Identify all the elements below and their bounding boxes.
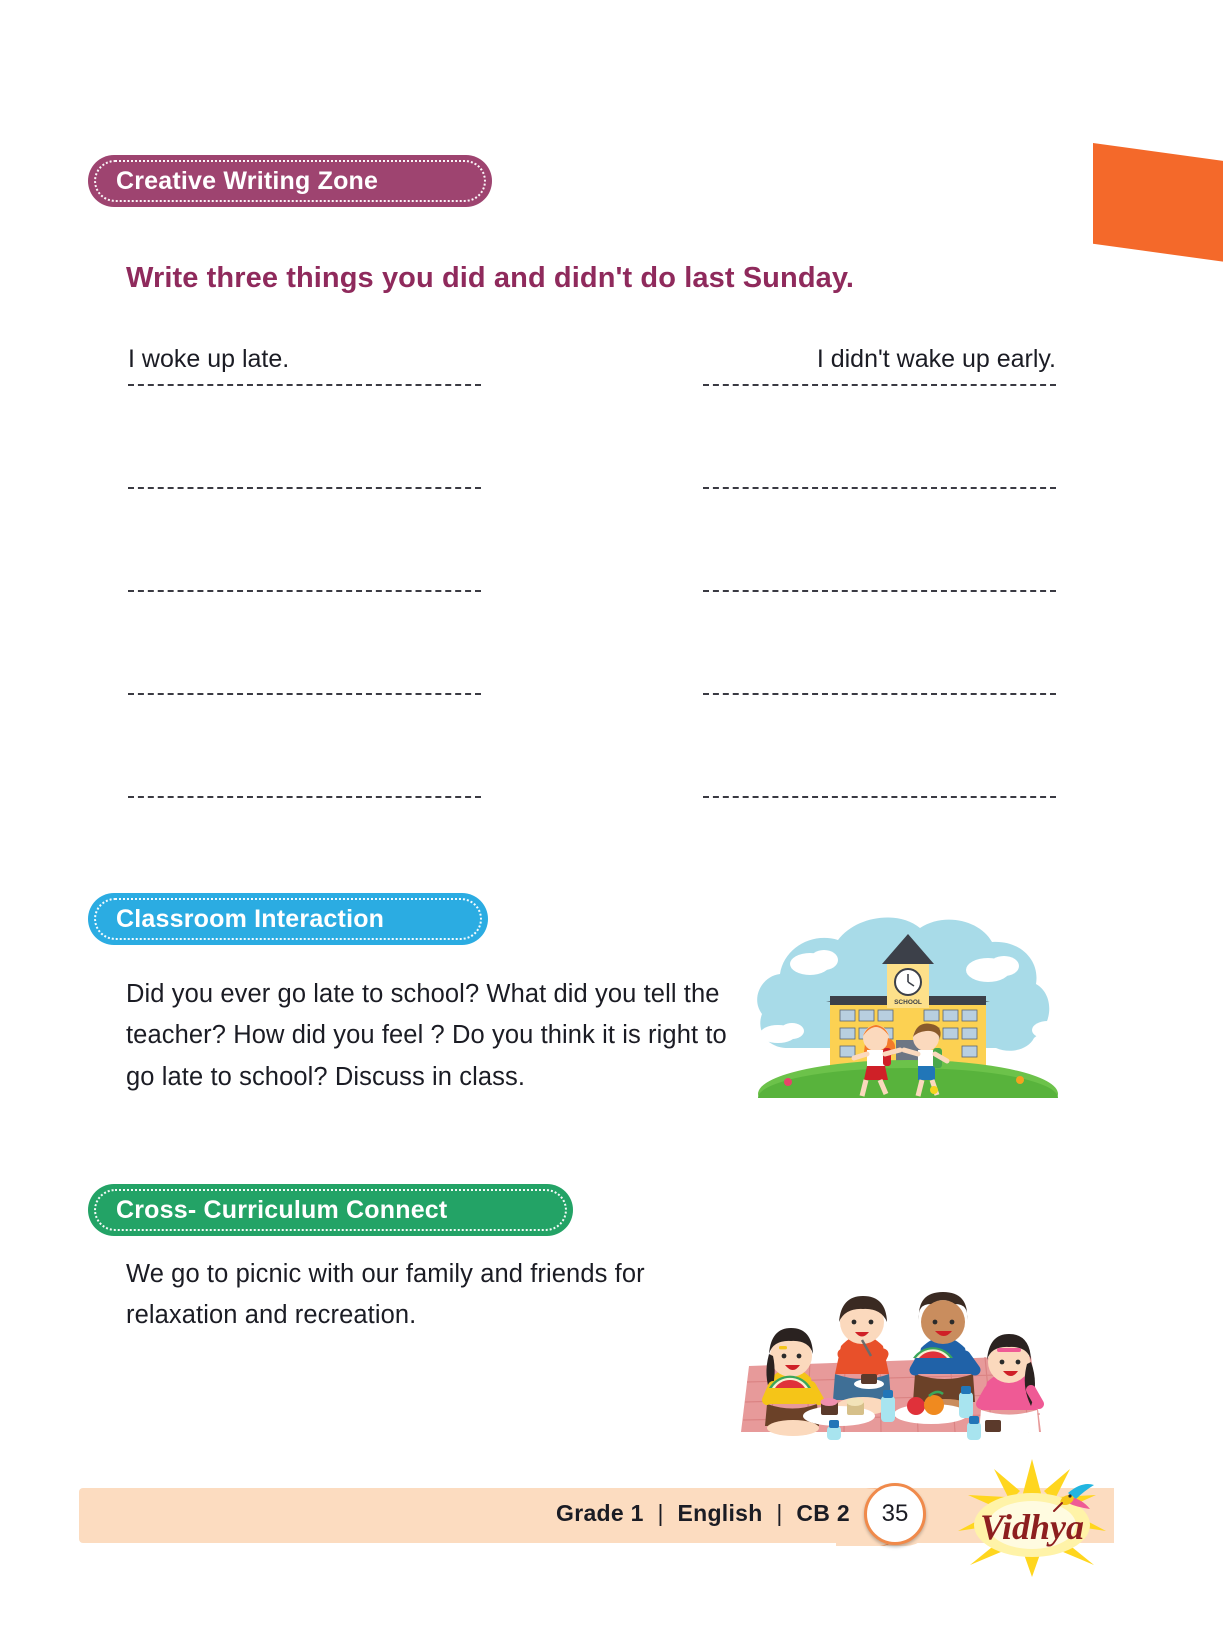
page-number: 35 — [864, 1483, 926, 1545]
cross-curriculum-body: We go to picnic with our family and friends for relaxation and recreation. — [126, 1260, 645, 1330]
section-badge-label: Classroom Interaction — [116, 904, 385, 933]
sample-answer-didnt: I didn't wake up early. — [816, 345, 1056, 373]
section-badge-label: Creative Writing Zone — [116, 166, 379, 195]
footer-book: CB 2 — [796, 1500, 850, 1526]
footer-separator: | — [776, 1500, 783, 1526]
writing-column-did — [128, 340, 481, 798]
writing-line[interactable] — [128, 693, 481, 695]
writing-line[interactable] — [128, 487, 481, 489]
writing-line[interactable] — [703, 384, 1056, 386]
section-badge-creative-writing — [88, 155, 492, 207]
footer-subject: English — [677, 1500, 763, 1526]
writing-line[interactable] — [128, 796, 481, 798]
writing-column-didnt — [703, 340, 1056, 798]
writing-line[interactable] — [703, 487, 1056, 489]
classroom-interaction-body: Did you ever go late to school? What did you tell the teacher? How did you feel ? Do you think it is right to go late to school? Discuss in class. — [126, 980, 727, 1091]
section-badge-label: Cross- Curriculum Connect — [116, 1195, 448, 1224]
footer-separator: | — [657, 1500, 664, 1526]
writing-line[interactable] — [703, 693, 1056, 695]
sample-answer-did: I woke up late. — [128, 345, 290, 373]
footer-grade: Grade 1 — [556, 1500, 644, 1526]
svg-text:SCHOOL: SCHOOL — [894, 999, 922, 1006]
vidhya-logo — [950, 1455, 1115, 1585]
writing-line[interactable] — [128, 590, 481, 592]
picnic-scene-illustration — [735, 1170, 1045, 1440]
writing-line[interactable] — [703, 796, 1056, 798]
school-scene-illustration — [748, 898, 1068, 1098]
footer-meta — [556, 1500, 850, 1527]
writing-line[interactable] — [703, 590, 1056, 592]
writing-practice-area — [0, 340, 1223, 840]
section-badge-classroom-interaction — [88, 893, 488, 945]
logo-text: Vidhya — [979, 1507, 1085, 1547]
writing-line[interactable] — [128, 384, 481, 386]
section-badge-cross-curriculum — [88, 1184, 573, 1236]
instruction-text: Write three things you did and didn't do last Sunday. — [126, 262, 855, 294]
corner-tab-decoration — [1093, 143, 1223, 263]
